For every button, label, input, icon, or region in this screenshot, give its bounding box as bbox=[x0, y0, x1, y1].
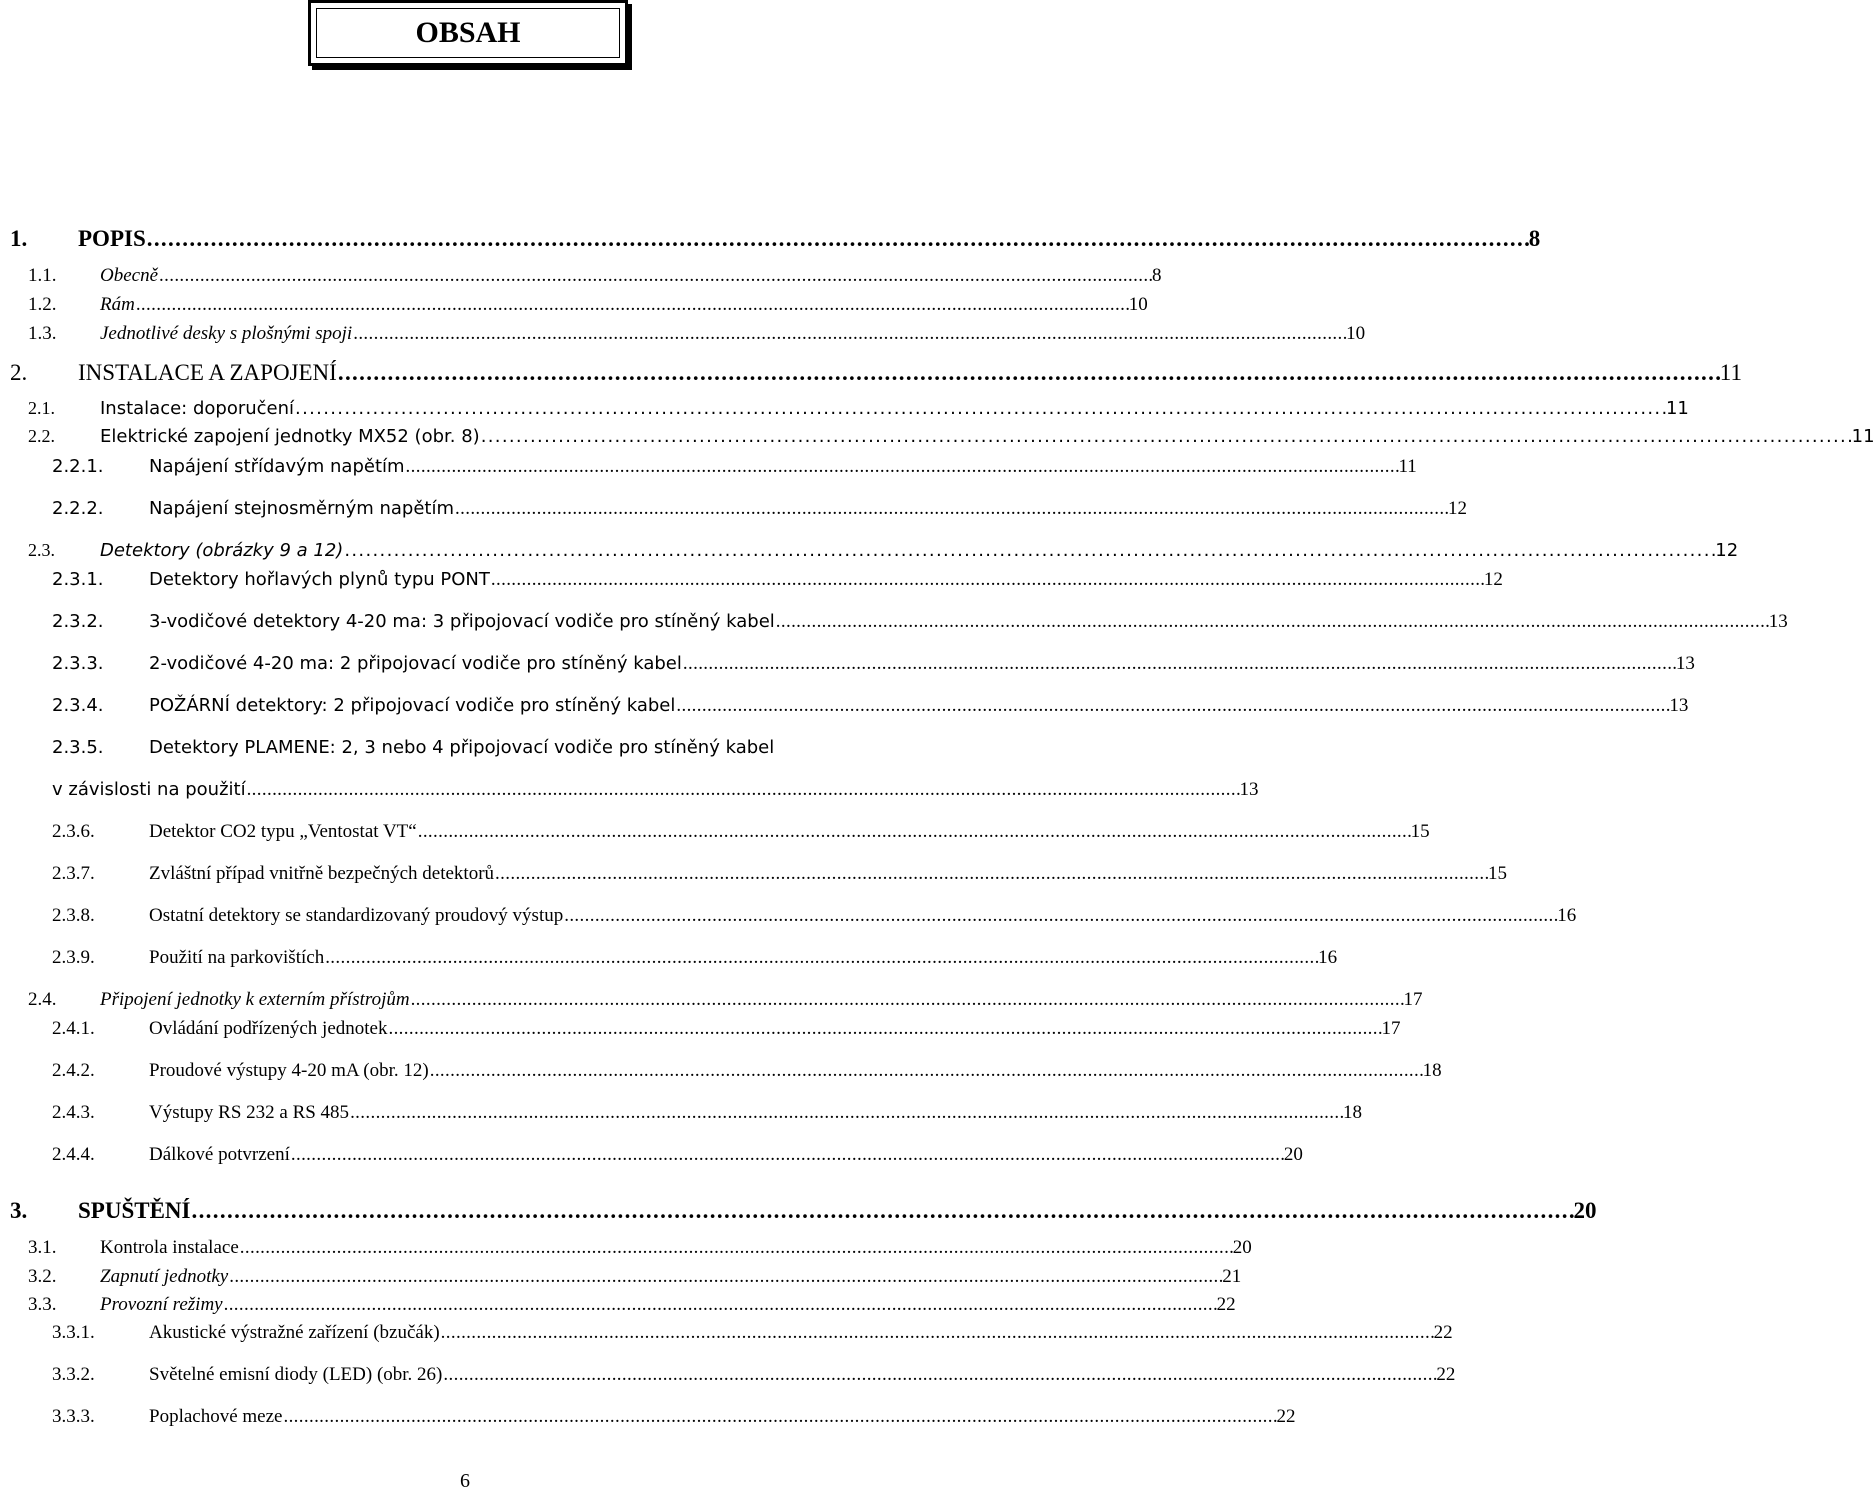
toc-entry[interactable] bbox=[28, 323, 1366, 345]
toc-entry-text: SPUŠTĚNÍ bbox=[78, 1198, 191, 1223]
toc-entry[interactable] bbox=[10, 226, 1541, 252]
toc-entry-text: Instalace: doporučení bbox=[100, 398, 295, 419]
toc-entry[interactable] bbox=[28, 1266, 1242, 1288]
toc-entry[interactable] bbox=[28, 294, 1148, 316]
toc-entry[interactable] bbox=[52, 498, 1467, 520]
toc-entry[interactable] bbox=[52, 456, 1417, 478]
toc-leader bbox=[191, 1198, 1572, 1224]
toc-entry-page: 17 bbox=[1403, 989, 1423, 1010]
toc-entry-page: 18 bbox=[1422, 1060, 1442, 1081]
toc-entry-number: 2.3.8. bbox=[52, 905, 95, 926]
toc-entry-page: 13 bbox=[1669, 695, 1689, 716]
toc-entry[interactable] bbox=[52, 653, 1695, 675]
toc-entry[interactable] bbox=[28, 989, 1423, 1011]
toc-entry-number: 2.2.2. bbox=[52, 498, 104, 519]
toc-leader bbox=[353, 323, 1345, 345]
toc-entry-text: Obecně bbox=[100, 265, 159, 286]
toc-entry-number: 2.4.3. bbox=[52, 1102, 95, 1123]
toc-entry-number: 3.3.1. bbox=[52, 1322, 95, 1343]
toc-entry-number: 2.3.3. bbox=[52, 653, 104, 674]
toc-leader bbox=[147, 226, 1528, 252]
toc-entry[interactable] bbox=[52, 1060, 1442, 1082]
toc-leader bbox=[481, 426, 1851, 447]
toc-entry-text: Napájení střídavým napětím bbox=[149, 456, 405, 477]
toc-entry[interactable] bbox=[28, 540, 1739, 561]
toc-leader bbox=[430, 1060, 1422, 1082]
toc-entry-number: 2.2.1. bbox=[52, 456, 104, 477]
toc-entry-page: 8 bbox=[1528, 226, 1541, 251]
toc-entry-text: Zapnutí jednotky bbox=[100, 1266, 229, 1287]
toc-entry-number: 2.3.7. bbox=[52, 863, 95, 884]
toc-entry-page: 16 bbox=[1557, 905, 1577, 926]
toc-entry-number: 3.3. bbox=[28, 1294, 57, 1315]
toc-title: OBSAH bbox=[316, 8, 620, 58]
toc-entry[interactable] bbox=[52, 695, 1689, 717]
toc-entry-number: 2.2. bbox=[28, 426, 55, 446]
toc-leader bbox=[491, 569, 1483, 591]
toc-leader bbox=[350, 1102, 1342, 1124]
toc-entry-page: 22 bbox=[1433, 1322, 1453, 1343]
toc-entry-page: 22 bbox=[1216, 1294, 1236, 1315]
toc-entry-number: 1.1. bbox=[28, 265, 57, 286]
toc-entry-page: 20 bbox=[1283, 1144, 1303, 1165]
toc-entry-text: Ostatní detektory se standardizovaný proudový výstup bbox=[149, 905, 564, 926]
toc-entry-text: POŽÁRNÍ detektory: 2 připojovací vodiče pro stíněný kabel bbox=[149, 695, 676, 716]
toc-leader bbox=[683, 653, 1675, 675]
toc-leader bbox=[291, 1144, 1283, 1166]
toc-entry-text: Elektrické zapojení jednotky MX52 (obr. 8) bbox=[100, 426, 480, 447]
toc-entry-number: 2.3.6. bbox=[52, 821, 95, 842]
toc-entry[interactable] bbox=[52, 947, 1338, 969]
toc-entry-text: Rám bbox=[100, 294, 135, 315]
toc-entry[interactable] bbox=[52, 779, 1259, 801]
toc-entry[interactable] bbox=[28, 265, 1162, 287]
toc-entry-text: Výstupy RS 232 a RS 485 bbox=[149, 1102, 350, 1123]
toc-entry[interactable] bbox=[10, 360, 1742, 386]
toc-leader bbox=[338, 360, 1719, 386]
toc-entry-page: 8 bbox=[1151, 265, 1162, 286]
toc-entry[interactable] bbox=[10, 1198, 1597, 1224]
toc-entry-text: Akustické výstražné zařízení (bzučák) bbox=[149, 1322, 440, 1343]
toc-leader bbox=[406, 456, 1398, 478]
toc-leader bbox=[344, 540, 1714, 561]
toc-entry-page: 12 bbox=[1483, 569, 1503, 590]
toc-entry-text: Detektory hořlavých plynů typu PONT bbox=[149, 569, 490, 590]
toc-entry-page: 13 bbox=[1239, 779, 1259, 800]
toc-entry-page: 15 bbox=[1488, 863, 1507, 884]
toc-leader bbox=[564, 905, 1556, 927]
toc-entry-number: 2.4.4. bbox=[52, 1144, 95, 1165]
toc-entry-text: Kontrola instalace bbox=[100, 1237, 239, 1258]
toc-entry-number: 2.3.2. bbox=[52, 611, 104, 632]
toc-leader bbox=[455, 498, 1447, 520]
toc-entry[interactable] bbox=[52, 1322, 1453, 1344]
toc-entry-text: INSTALACE A ZAPOJENÍ bbox=[78, 360, 337, 385]
toc-leader bbox=[418, 821, 1410, 843]
toc-leader bbox=[283, 1406, 1275, 1428]
toc-leader bbox=[229, 1266, 1221, 1288]
toc-entry-text: Světelné emisní diody (LED) (obr. 26) bbox=[149, 1364, 443, 1385]
toc-entry-page: 11 bbox=[1719, 360, 1742, 385]
toc-entry-number: 3. bbox=[10, 1198, 28, 1223]
toc-entry-page: 22 bbox=[1436, 1364, 1456, 1385]
toc-entry-text: Poplachové meze bbox=[149, 1406, 283, 1427]
toc-entry-page: 22 bbox=[1276, 1406, 1296, 1427]
toc-entry-number: 1.3. bbox=[28, 323, 57, 344]
toc-leader bbox=[325, 947, 1317, 969]
toc-entry-text: Detektory PLAMENE: 2, 3 nebo 4 připojovací vodiče pro stíněný kabel bbox=[149, 737, 775, 758]
toc-entry[interactable] bbox=[28, 398, 1689, 419]
toc-entry-page: 10 bbox=[1128, 294, 1148, 315]
toc-entry-number: 2.3. bbox=[28, 540, 55, 560]
toc-leader bbox=[247, 779, 1239, 801]
toc-leader bbox=[411, 989, 1403, 1011]
toc-entry-text: POPIS bbox=[78, 226, 146, 251]
toc-entry[interactable] bbox=[52, 1364, 1456, 1386]
toc-entry-text: Jednotlivé desky s plošnými spoji bbox=[100, 323, 353, 344]
toc-leader bbox=[495, 863, 1487, 885]
toc-entry-text: Zvláštní případ vnitřně bezpečných detektorů bbox=[149, 863, 495, 884]
toc-entry-number: 3.2. bbox=[28, 1266, 57, 1287]
toc-entry-text: 2-vodičové 4-20 ma: 2 připojovací vodiče pro stíněný kabel bbox=[149, 653, 682, 674]
toc-leader bbox=[159, 265, 1151, 287]
toc-entry-first-line[interactable] bbox=[52, 737, 774, 758]
toc-leader bbox=[136, 294, 1128, 316]
toc-entry-page: 13 bbox=[1675, 653, 1695, 674]
toc-entry-text: Proudové výstupy 4-20 mA (obr. 12) bbox=[149, 1060, 429, 1081]
toc-entry-page: 11 bbox=[1851, 426, 1875, 447]
toc-entry-page: 11 bbox=[1398, 456, 1417, 477]
toc-entry-text: Ovládání podřízených jednotek bbox=[149, 1018, 388, 1039]
toc-entry[interactable] bbox=[52, 1102, 1363, 1124]
toc-title-box bbox=[308, 0, 628, 66]
toc-entry[interactable] bbox=[52, 905, 1577, 927]
toc-entry-page: 18 bbox=[1343, 1102, 1363, 1123]
toc-entry-page: 17 bbox=[1381, 1018, 1401, 1039]
toc-leader bbox=[224, 1294, 1216, 1316]
toc-entry-text: Dálkové potvrzení bbox=[149, 1144, 290, 1165]
toc-entry-number: 1. bbox=[10, 226, 28, 251]
toc-entry[interactable] bbox=[52, 821, 1430, 843]
toc-entry-number: 2.3.1. bbox=[52, 569, 104, 590]
toc-entry[interactable] bbox=[52, 1144, 1303, 1166]
toc-leader bbox=[776, 611, 1768, 633]
toc-entry-page: 16 bbox=[1318, 947, 1338, 968]
toc-entry-page: 15 bbox=[1410, 821, 1430, 842]
toc-leader bbox=[388, 1018, 1380, 1040]
toc-entry[interactable] bbox=[52, 569, 1503, 591]
toc-entry-text: Detektor CO2 typu „Ventostat VT“ bbox=[149, 821, 417, 842]
toc-entry-number: 2. bbox=[10, 360, 28, 385]
toc-entry-number: 2.4. bbox=[28, 989, 57, 1010]
toc-entry-number: 2.3.5. bbox=[52, 737, 104, 758]
toc-entry-page: 12 bbox=[1447, 498, 1467, 519]
toc-entry-text: Připojení jednotky k externím přístrojům bbox=[100, 989, 410, 1010]
toc-entry-number: 2.4.1. bbox=[52, 1018, 95, 1039]
toc-entry-text: 3-vodičové detektory 4-20 ma: 3 připojovací vodiče pro stíněný kabel bbox=[149, 611, 775, 632]
toc-entry-number: 3.3.3. bbox=[52, 1406, 95, 1427]
toc-entry-page: 21 bbox=[1222, 1266, 1242, 1287]
toc-entry[interactable] bbox=[28, 426, 1875, 447]
toc-entry-number: 3.3.2. bbox=[52, 1364, 95, 1385]
toc-entry[interactable] bbox=[52, 611, 1788, 633]
toc-entry[interactable] bbox=[28, 1237, 1252, 1259]
toc-entry-page: 20 bbox=[1573, 1198, 1597, 1223]
toc-entry-page: 12 bbox=[1715, 540, 1739, 561]
page-number: 6 bbox=[460, 1470, 470, 1492]
toc-entry[interactable] bbox=[28, 1294, 1236, 1316]
toc-leader bbox=[441, 1322, 1433, 1344]
toc-entry-page: 11 bbox=[1665, 398, 1689, 419]
toc-entry-number: 2.3.9. bbox=[52, 947, 95, 968]
toc-leader bbox=[240, 1237, 1232, 1259]
toc-entry[interactable] bbox=[52, 1406, 1296, 1428]
toc-entry-text: Detektory (obrázky 9 a 12) bbox=[100, 540, 344, 561]
toc-entry-continuation: v závislosti na použití bbox=[52, 779, 246, 800]
toc-entry-number: 3.1. bbox=[28, 1237, 57, 1258]
toc-entry-number: 2.4.2. bbox=[52, 1060, 95, 1081]
toc-entry-page: 20 bbox=[1232, 1237, 1252, 1258]
toc-entry-number: 2.3.4. bbox=[52, 695, 104, 716]
toc-entry-text: Provozní režimy bbox=[100, 1294, 223, 1315]
toc-entry-text: Napájení stejnosměrným napětím bbox=[149, 498, 455, 519]
toc-entry-text: Použití na parkovištích bbox=[149, 947, 325, 968]
toc-entry-page: 13 bbox=[1768, 611, 1788, 632]
toc-entry[interactable] bbox=[52, 1018, 1401, 1040]
toc-entry-number: 2.1. bbox=[28, 398, 55, 418]
toc-entry-number: 1.2. bbox=[28, 294, 57, 315]
toc-leader bbox=[676, 695, 1668, 717]
toc-entry[interactable] bbox=[52, 863, 1507, 885]
toc-entry-page: 10 bbox=[1346, 323, 1366, 344]
toc-leader bbox=[295, 398, 1665, 419]
toc-leader bbox=[443, 1364, 1435, 1386]
